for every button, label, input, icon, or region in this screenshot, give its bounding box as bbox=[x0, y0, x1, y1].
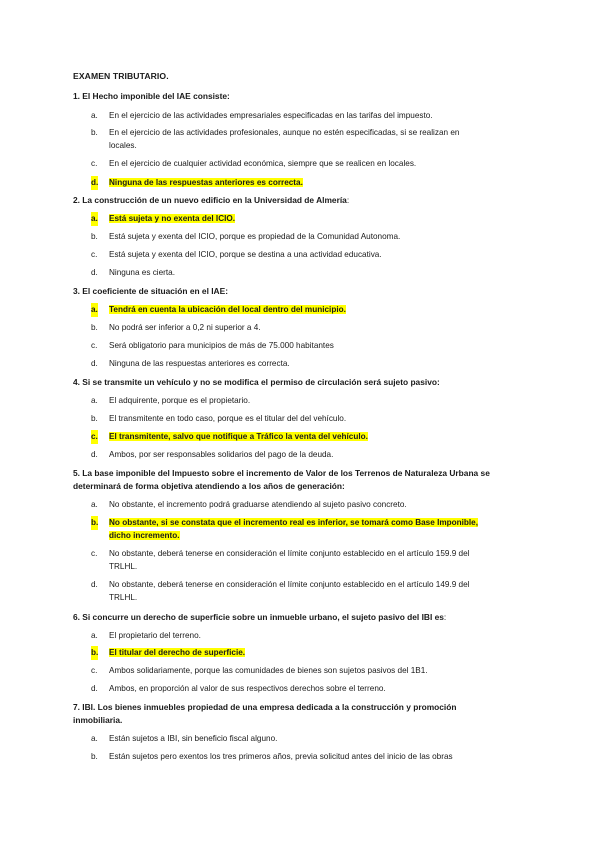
option-text: No podrá ser inferior a 0,2 ni superior a 4. bbox=[109, 323, 261, 332]
option-letter: b. bbox=[91, 516, 98, 530]
option-text: El titular del derecho de superficie. bbox=[109, 648, 246, 657]
option-letter: d. bbox=[91, 684, 98, 693]
option-letter: b. bbox=[91, 232, 98, 241]
option-text: Está sujeta y exenta del ICIO, porque se destina a una actividad educativa. bbox=[109, 250, 382, 259]
option-text: En el ejercicio de las actividades empresariales especificadas en las tarifas del impuesto. bbox=[109, 111, 433, 120]
option-text: Están sujetos a IBI, sin beneficio fiscal alguno. bbox=[109, 734, 278, 743]
option-text: Está sujeta y no exenta del ICIO. bbox=[109, 214, 236, 223]
option-letter: c. bbox=[91, 549, 98, 558]
question-7 bbox=[73, 701, 533, 727]
option-letter: c. bbox=[91, 341, 98, 350]
option-letter: b. bbox=[91, 752, 98, 761]
option-letter: c. bbox=[91, 666, 98, 675]
option-text: Está sujeta y exenta del ICIO, porque es propiedad de la Comunidad Autonoma. bbox=[109, 232, 401, 241]
option-letter: a. bbox=[91, 396, 98, 405]
option-letter: a. bbox=[91, 303, 98, 317]
option-text-line2: TRLHL. bbox=[109, 562, 138, 571]
option-text: Ninguna de las respuestas anteriores es correcta. bbox=[109, 359, 290, 368]
option-letter: a. bbox=[91, 631, 98, 640]
question-7-heading-line1: 7. IBI. Los bienes inmuebles propiedad de una empresa dedicada a la construcción y promoción bbox=[73, 702, 457, 712]
option-text: El adquirente, porque es el propietario. bbox=[109, 396, 251, 405]
option-letter: d. bbox=[91, 176, 98, 190]
option-text-line1: No obstante, si se constata que el incremento real es inferior, se tomará como Base Imponible, bbox=[109, 518, 479, 527]
option-text: El transmitente en todo caso, porque es el titular del del vehículo. bbox=[109, 414, 347, 423]
question-6 bbox=[73, 611, 533, 624]
question-1-heading: 1. El Hecho imponible del IAE consiste: bbox=[73, 91, 230, 101]
option-letter: a. bbox=[91, 212, 98, 226]
option-letter: d. bbox=[91, 580, 98, 589]
document-title: EXAMEN TRIBUTARIO. bbox=[73, 71, 169, 81]
question-4-heading: 4. Si se transmite un vehículo y no se modifica el permiso de circulación será sujeto pasivo: bbox=[73, 377, 440, 387]
option-letter: c. bbox=[91, 430, 98, 444]
option-letter: a. bbox=[91, 500, 98, 509]
question-2-heading: 2. La construcción de un nuevo edificio en la Universidad de Almería bbox=[73, 195, 347, 205]
option-text: En el ejercicio de cualquier actividad económica, siempre que se realicen en locales. bbox=[109, 159, 417, 168]
option-text-line2: TRLHL. bbox=[109, 593, 138, 602]
question-5-heading-line1: 5. La base imponible del Impuesto sobre el incremento de Valor de los Terrenos de Naturaleza Urbana se bbox=[73, 468, 490, 478]
option-letter: b. bbox=[91, 414, 98, 423]
question-7-heading-line2: inmobiliaria. bbox=[73, 715, 123, 726]
option-text-line1: En el ejercicio de las actividades profesionales, aunque no estén especificadas, si se realizan en bbox=[109, 128, 460, 137]
option-letter: c. bbox=[91, 250, 98, 259]
option-letter: b. bbox=[91, 323, 98, 332]
option-text: Ninguna es cierta. bbox=[109, 268, 175, 277]
option-letter: b. bbox=[91, 128, 98, 137]
option-text: No obstante, el incremento podrá graduarse atendiendo al sujeto pasivo concreto. bbox=[109, 500, 407, 509]
option-text: Ambos solidariamente, porque las comunidades de bienes son sujetos pasivos del 1B1. bbox=[109, 666, 428, 675]
question-6-heading-rest: : bbox=[443, 612, 447, 622]
question-2-heading-rest: : bbox=[346, 195, 350, 205]
question-3-heading: 3. El coeficiente de situación en el IAE: bbox=[73, 286, 228, 296]
option-text-line1: No obstante, deberá tenerse en consideración el límite conjunto establecido en el artículo 159.9 del bbox=[109, 549, 470, 558]
question-3 bbox=[73, 285, 533, 298]
option-text-line2: dicho incremento. bbox=[109, 531, 180, 540]
option-text: Será obligatorio para municipios de más de 75.000 habitantes bbox=[109, 341, 334, 350]
option-letter: a. bbox=[91, 111, 98, 120]
option-text: Ambos, en proporción al valor de sus respectivos derechos sobre el terreno. bbox=[109, 684, 386, 693]
option-text-line1: No obstante, deberá tenerse en consideración el límite conjunto establecido en el artículo 149.9 del bbox=[109, 580, 470, 589]
option-text: Tendrá en cuenta la ubicación del local dentro del municipio. bbox=[109, 305, 346, 314]
question-5-heading-line2: determinará de forma objetiva atendiendo a los años de generación: bbox=[73, 481, 345, 492]
question-6-heading: 6. Si concurre un derecho de superficie sobre un inmueble urbano, el sujeto pasivo del IBI es bbox=[73, 612, 444, 622]
question-2 bbox=[73, 194, 533, 207]
option-letter: c. bbox=[91, 159, 98, 168]
option-text-line2: locales. bbox=[109, 141, 137, 150]
option-letter: d. bbox=[91, 359, 98, 368]
option-text: El propietario del terreno. bbox=[109, 631, 201, 640]
question-1 bbox=[73, 90, 533, 103]
question-5 bbox=[73, 467, 533, 493]
option-text: Están sujetos pero exentos los tres primeros años, previa solicitud antes del inicio de las obras bbox=[109, 752, 453, 761]
option-text: Ambos, por ser responsables solidarios del pago de la deuda. bbox=[109, 450, 334, 459]
question-4 bbox=[73, 376, 533, 389]
option-letter: d. bbox=[91, 268, 98, 277]
option-text: El transmitente, salvo que notifique a Tráfico la venta del vehículo. bbox=[109, 432, 368, 441]
option-letter: d. bbox=[91, 450, 98, 459]
option-letter: b. bbox=[91, 646, 98, 660]
option-letter: a. bbox=[91, 734, 98, 743]
option-text: Ninguna de las respuestas anteriores es correcta. bbox=[109, 178, 303, 187]
